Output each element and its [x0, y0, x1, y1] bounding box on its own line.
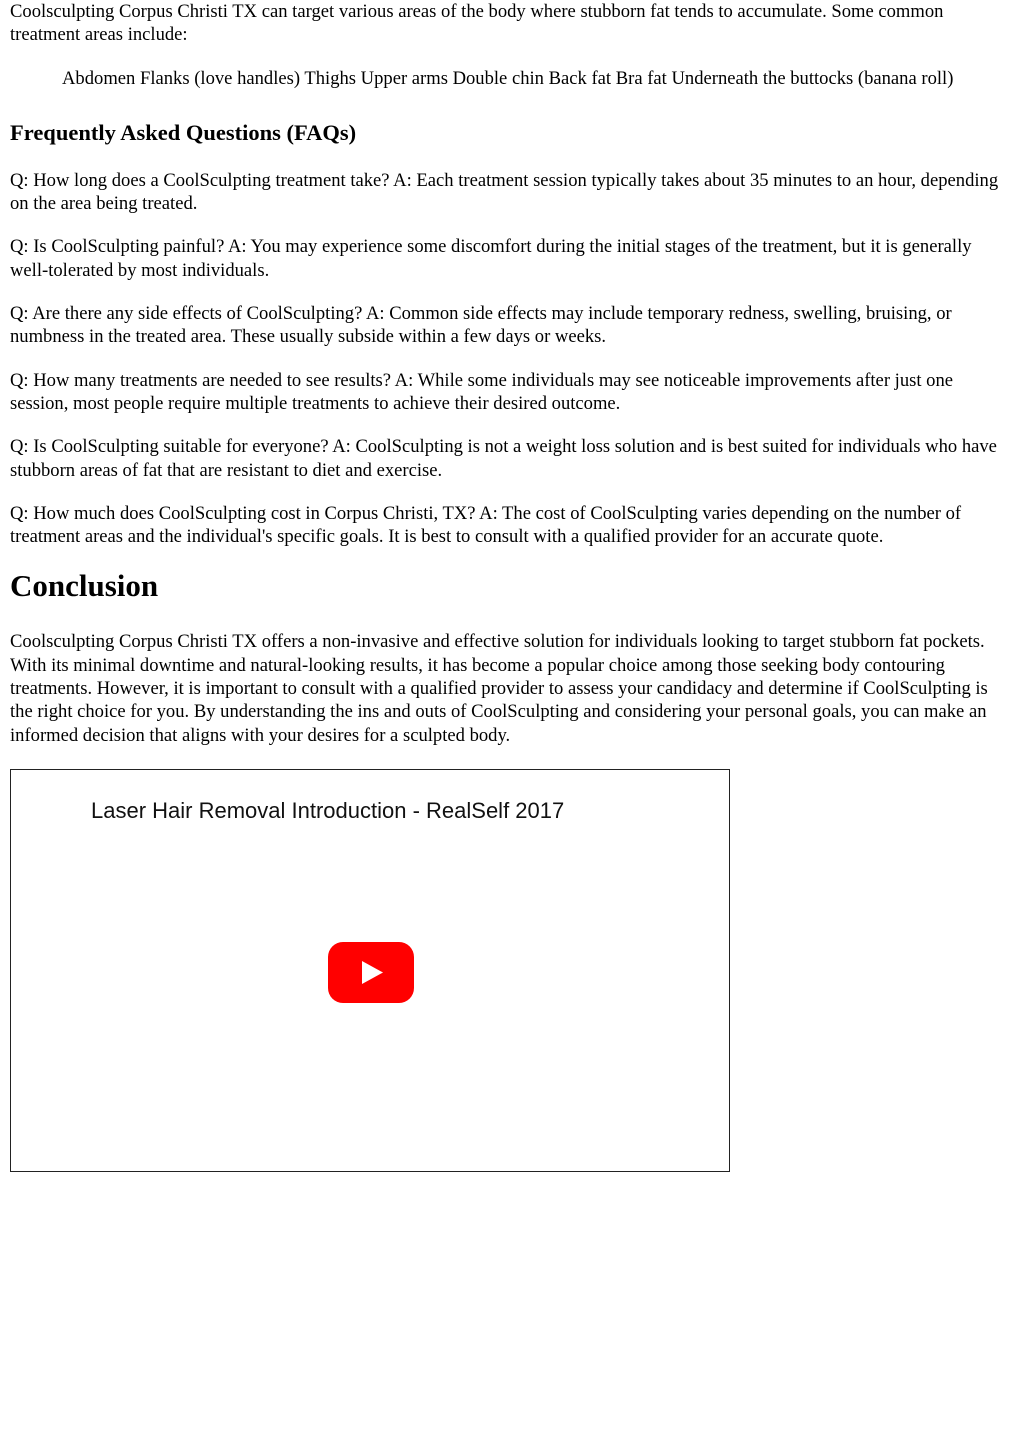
- faq-item: Q: Is CoolSculpting suitable for everyone? A: CoolSculpting is not a weight loss solution and is best suited for individuals who have stubborn areas of fat that are resistant to diet and exercise.: [10, 436, 997, 481]
- video-embed[interactable]: [10, 769, 730, 1172]
- treatment-areas-list: Abdomen Flanks (love handles) Thighs Upper arms Double chin Back fat Bra fat Underneath the buttocks (banana roll): [62, 67, 954, 89]
- faq-item: Q: Is CoolSculpting painful? A: You may experience some discomfort during the initial stages of the treatment, but it is generally well-tolerated by most individuals.: [10, 236, 972, 281]
- faq-item: Q: Are there any side effects of CoolSculpting? A: Common side effects may include temporary redness, swelling, bruising, or numbness in the treated area. These usually subside within a few days or weeks.: [10, 303, 952, 348]
- faq-item: Q: How long does a CoolSculpting treatment take? A: Each treatment session typically takes about 35 minutes to an hour, depending on the area being treated.: [10, 169, 999, 215]
- conclusion-paragraph: Coolsculpting Corpus Christi TX offers a non-invasive and effective solution for individuals looking to target stubborn fat pockets. With its minimal downtime and natural-looking results, it has become a popular choice among those seeking body contouring treatments. However, it is important to consult with a qualified provider to assess your candidacy and determine if CoolSculpting is the right choice for you. By understanding the ins and outs of CoolSculpting and considering your personal goals, you can make an informed decision that aligns with your desires for a sculpted body.: [10, 631, 988, 746]
- youtube-play-icon[interactable]: [328, 942, 414, 1003]
- intro-paragraph: Coolsculpting Corpus Christi TX can target various areas of the body where stubborn fat tends to accumulate. Some common treatment areas include:: [10, 1, 944, 46]
- faq-heading: Frequently Asked Questions (FAQs): [10, 119, 357, 145]
- conclusion-heading: Conclusion: [10, 568, 159, 604]
- faq-item: Q: How much does CoolSculpting cost in Corpus Christi, TX? A: The cost of CoolSculpting varies depending on the number of treatment areas and the individual's specific goals. It is best to consult with a qualified provider for an accurate quote.: [10, 502, 962, 548]
- faq-item: Q: How many treatments are needed to see results? A: While some individuals may see noticeable improvements after just one session, most people require multiple treatments to achieve their desired outcome.: [10, 369, 954, 414]
- faq-list: [10, 169, 1014, 549]
- video-title[interactable]: Laser Hair Removal Introduction - RealSelf 2017: [91, 797, 565, 823]
